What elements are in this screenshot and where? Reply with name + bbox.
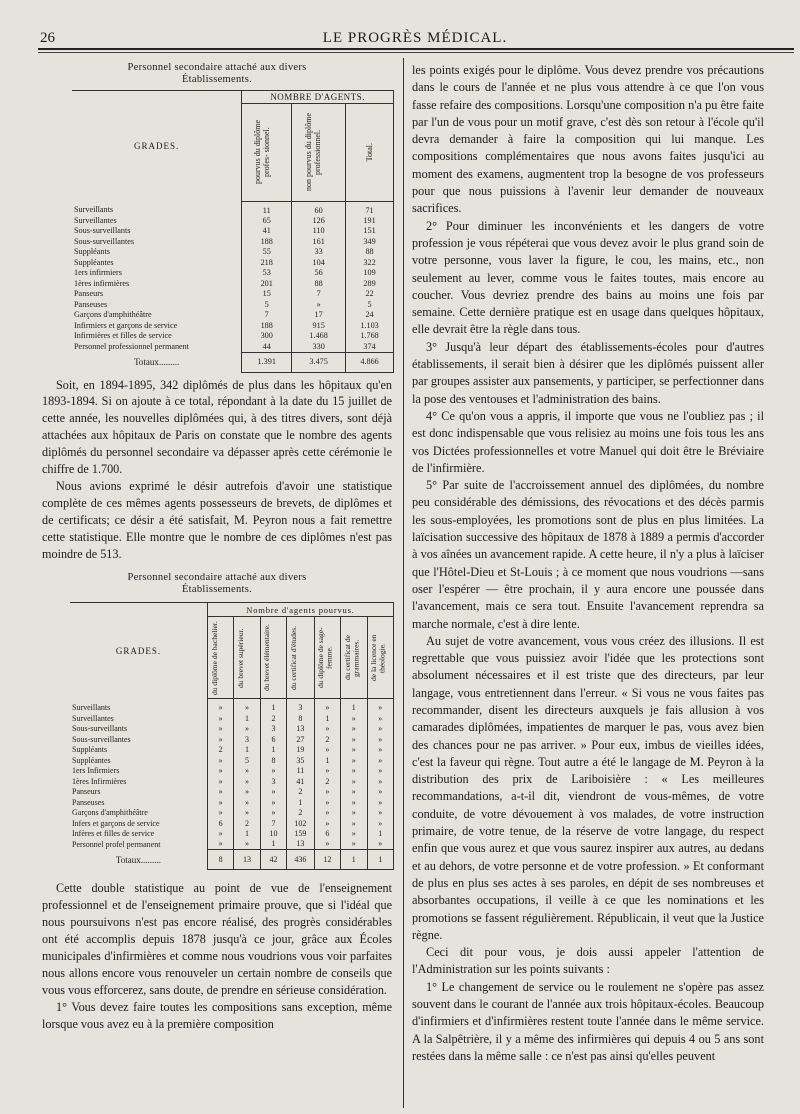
table-cell: »	[260, 797, 286, 808]
row-label: Personnel professionnel permanent	[72, 342, 242, 353]
table-cell: 11	[242, 201, 292, 216]
table-cell: 2	[260, 713, 286, 724]
table-cell: »	[341, 797, 367, 808]
table-row	[72, 289, 394, 300]
table-cell: 88	[346, 247, 394, 258]
table-cell: 1	[234, 713, 260, 724]
table-cell: »	[367, 724, 393, 735]
table-row	[70, 745, 394, 756]
table2-total-cell: 1	[367, 850, 393, 870]
table-cell: 151	[346, 226, 394, 237]
table-row	[72, 300, 394, 311]
table-cell: »	[341, 745, 367, 756]
table-cell: 55	[242, 247, 292, 258]
table-cell: 1	[234, 829, 260, 840]
table-cell: »	[314, 839, 340, 850]
table-cell: 1	[314, 713, 340, 724]
table-cell: »	[234, 776, 260, 787]
table-cell: »	[260, 808, 286, 819]
row-label: Surveillants	[72, 201, 242, 216]
table-cell: 2	[287, 787, 314, 798]
table-cell: 5	[346, 300, 394, 311]
row-label: Panseuses	[72, 300, 242, 311]
table1-col-label: non pourvus du diplôme professionnel.	[292, 104, 346, 201]
row-label: Infers et garçons de service	[70, 818, 207, 829]
table-cell: 41	[287, 776, 314, 787]
table2-total-cell: 8	[207, 850, 233, 870]
page-header	[40, 30, 790, 48]
table-cell: 159	[287, 829, 314, 840]
row-label: Sous-surveillants	[70, 724, 207, 735]
table2-col-label: du diplôme de bachelier.	[207, 617, 233, 699]
row-label: Surveillantes	[70, 713, 207, 724]
page-number: 26	[40, 30, 55, 46]
table-cell: 11	[287, 766, 314, 777]
table-cell: 3	[260, 776, 286, 787]
table-cell: »	[367, 699, 393, 714]
paragraph: Nous avions exprimé le désir autrefois d'avoir une statistique complète de ces mêmes agents possesseurs de brevets, de diplômes et de certificats; ce désir a été satisfait, M. Peyron nous a fait remettre cette statistique. Elle montre que le nombre de ces diplômes n'est pas moindre de 513.	[42, 478, 392, 561]
table-row	[70, 829, 394, 840]
paragraph: Au sujet de votre avancement, vous vous créez des illusions. Il est regrettable que vous puissiez avoir l'idée que les protections sont absolument nécessaires et il est triste que des directeurs, par leur langage, vous entretiennent dans l'erreur. « Si vous ne vous faites pas recommander, disent les directeurs auxquels je fais allusion à vos camarades diplômées, impatientes de marquer le pas, vous avez bien des chances pour ne pas arriver. » Pour eux, imbus de vieilles idées, c'est la faveur qui règne. Tout autre a été le langage de M. Peyron à la distribution des prix de Lariboisière : « Les meilleures recommandations, a-t-il dit, viendront de vous-mêmes, de votre conduite, de votre dévouement à vos malades, de votre instruction primaire, de votre tenue, de la réserve de votre langage, du respect enfin que vous aurez et que vous saurez inspirer aux autres, au dedans et au dehors, de votre personne et de votre profession. » Et conformant de plus en plus ses actes à ses paroles, en dépit de ses nombreuses et absorbantes occupations, il veille à ce que les nominations et les promotions se fassent régulièrement. Républicain, il veut que la Justice règne.	[412, 633, 764, 942]
table-cell: 7	[242, 310, 292, 321]
column-separator	[403, 58, 404, 1108]
table-cell: »	[207, 724, 233, 735]
row-label: Panseurs	[72, 289, 242, 300]
table-cell: 1.468	[292, 331, 346, 342]
table-cell: 35	[287, 755, 314, 766]
table-cell: 915	[292, 321, 346, 332]
table-cell: »	[341, 755, 367, 766]
table-cell: 289	[346, 279, 394, 290]
table-cell: 17	[292, 310, 346, 321]
table2-total-cell: 42	[260, 850, 286, 870]
table-cell: »	[207, 713, 233, 724]
table-row	[70, 787, 394, 798]
table-row	[70, 776, 394, 787]
row-label: Surveillantes	[72, 216, 242, 227]
table-cell: 15	[242, 289, 292, 300]
table-cell: 6	[260, 734, 286, 745]
table-cell: 8	[287, 713, 314, 724]
table-row	[72, 331, 394, 342]
table-cell: 1	[234, 745, 260, 756]
table-cell: »	[234, 808, 260, 819]
left-column	[42, 62, 392, 1033]
table-cell: »	[367, 808, 393, 819]
table-cell: »	[367, 766, 393, 777]
table-cell: 109	[346, 268, 394, 279]
table-row	[72, 247, 394, 258]
table-cell: 6	[314, 829, 340, 840]
row-label: 1ers Infirmiers	[70, 766, 207, 777]
table1-title	[42, 62, 392, 86]
table-cell: »	[314, 724, 340, 735]
table-cell: »	[341, 734, 367, 745]
table2-col-label: du brevet élémentaire.	[260, 617, 286, 699]
table-cell: »	[367, 755, 393, 766]
table-cell: 330	[292, 342, 346, 353]
table-cell: »	[341, 766, 367, 777]
table-row	[72, 310, 394, 321]
table-cell: »	[207, 829, 233, 840]
row-label: Infères et filles de service	[70, 829, 207, 840]
table-cell: 374	[346, 342, 394, 353]
table-cell: »	[260, 766, 286, 777]
table1	[72, 90, 394, 373]
table2-total-cell: 13	[234, 850, 260, 870]
row-label: Suppléants	[72, 247, 242, 258]
table-cell: 2	[314, 734, 340, 745]
table-cell: »	[207, 699, 233, 714]
table1-header-group: NOMBRE D'AGENTS.	[242, 91, 394, 104]
table-cell: 1	[314, 755, 340, 766]
table1-title-line2: Établissements.	[181, 74, 253, 85]
table-cell: 2	[314, 776, 340, 787]
table-cell: »	[341, 829, 367, 840]
header-rule-thin	[38, 52, 794, 53]
table-cell: 19	[287, 745, 314, 756]
table-cell: »	[207, 839, 233, 850]
table-cell: »	[207, 808, 233, 819]
table-row	[72, 258, 394, 269]
table-row	[72, 226, 394, 237]
table-cell: 3	[287, 699, 314, 714]
paragraph: 3° Jusqu'à leur départ des établissements-écoles pour d'autres établissements, il serait bien à désirer que les diplômés puissent aller par groupes assister aux pansements, y participer, se perfectionner dans la pose des ventouses et l'administration des bains.	[412, 339, 764, 406]
table-cell: »	[234, 699, 260, 714]
table-cell: »	[207, 797, 233, 808]
table2-title-line2: Établissements.	[181, 584, 253, 596]
table-cell: »	[341, 808, 367, 819]
right-column	[412, 62, 764, 1065]
table-row	[72, 201, 394, 216]
row-label: Sous-surveillantes	[72, 237, 242, 248]
table1-body	[72, 201, 394, 352]
table2-col-label: du diplôme de sage-femme.	[314, 617, 340, 699]
table-cell: 53	[242, 268, 292, 279]
row-label: Panseuses	[70, 797, 207, 808]
table-cell: »	[314, 787, 340, 798]
table-row	[70, 818, 394, 829]
paragraph: les points exigés pour le diplôme. Vous devez prendre vos précautions dans le cours de l'année et ne plus vous attendre à ce que l'on vous fasse refaire des compositions. Lorsqu'une composition n'a pu être faite par l'un de vous pour un motif grave, c'est dès son retour à l'école qu'il devra demander à faire la composition qui lui manque. Les compositions complémentaires que nous avons faites jusqu'ici au moment des examens, augmentent trop la besogne de vos professeurs pour que nous puissions à l'avenir leur demander de nouveaux sacrifices.	[412, 63, 764, 216]
journal-title: LE PROGRÈS MÉDICAL.	[322, 30, 508, 46]
paragraph: 2° Pour diminuer les inconvénients et les dangers de votre profession je vous répéterai que vous devez avoir le plus grand soin de votre personne, vous laver la figure, le cou, les mains, etc., non seulement au lever, comme vous le faites toutes, mais encore au coucher. Vous devriez prendre des bains au moins une fois par semaine. Cette dernière pratique est en usage dans quelques hôpitaux, elle devrait être la règle dans tous.	[412, 218, 764, 337]
table1-total-cell: 1.391	[242, 352, 292, 372]
table-row	[70, 839, 394, 850]
table-cell: 41	[242, 226, 292, 237]
table-cell: »	[207, 766, 233, 777]
table-cell: 13	[287, 724, 314, 735]
table-cell: 191	[346, 216, 394, 227]
row-label: Suppléants	[70, 745, 207, 756]
table-cell: 44	[242, 342, 292, 353]
row-label: Panseurs	[70, 787, 207, 798]
table2-header-grades: GRADES.	[70, 603, 207, 699]
table-cell: 2	[234, 818, 260, 829]
table-cell: 322	[346, 258, 394, 269]
table-row	[70, 755, 394, 766]
table-cell: 1.103	[346, 321, 394, 332]
table-cell: »	[341, 787, 367, 798]
table1-col-label: Total.	[346, 104, 394, 201]
row-label: 1ères Infirmières	[70, 776, 207, 787]
table-cell: 2	[207, 745, 233, 756]
table-cell: 65	[242, 216, 292, 227]
table-row	[70, 699, 394, 714]
table2-title-line1: Personnel secondaire attaché aux divers	[127, 572, 307, 584]
table-cell: 1.768	[346, 331, 394, 342]
table-cell: »	[341, 776, 367, 787]
table-cell: »	[234, 839, 260, 850]
table1-total-cell: 4.866	[346, 352, 394, 372]
table-cell: »	[367, 776, 393, 787]
table-cell: 1	[260, 745, 286, 756]
table-cell: 188	[242, 321, 292, 332]
table1-col-label: pourvus du diplôme profes- sionnel.	[242, 104, 292, 201]
table2-col-label: du certificat de grammaires.	[341, 617, 367, 699]
table-cell: 13	[287, 839, 314, 850]
table-cell: »	[341, 839, 367, 850]
table-cell: 1	[260, 699, 286, 714]
table2-col-label: de la licence en théologie.	[367, 617, 393, 699]
table-cell: »	[292, 300, 346, 311]
table2-col-label: du brevet supérieur.	[234, 617, 260, 699]
row-label: 1ères infirmières	[72, 279, 242, 290]
table2-total-cell: 12	[314, 850, 340, 870]
table-cell: 3	[260, 724, 286, 735]
table-cell: 24	[346, 310, 394, 321]
table-row	[70, 734, 394, 745]
table-row	[72, 216, 394, 227]
row-label: Sous-surveillants	[72, 226, 242, 237]
paragraph: Cette double statistique au point de vue de l'enseignement professionnel et de l'enseignement primaire prouve, que si l'idéal que nous poursuivons n'est pas encore réalisé, des progrès considérables ont été accomplis depuis 1878 jusqu'à ce jour, grâce aux Écoles municipales d'infirmières et comme nous voudrions vous voir parfaites nous allons encore vous renouveler un certain nombre de conseils que vous vous efforcerez, sans doute, de prendre en sérieuse considération.	[42, 881, 392, 997]
table-cell: 6	[207, 818, 233, 829]
table2	[70, 602, 394, 870]
paragraph: 1° Vous devez faire toutes les compositions sans exception, même lorsque vous avez eu à la première composition	[42, 999, 392, 1031]
paragraph: 1° Le changement de service ou le roulement ne s'opère pas assez souvent dans le courant de l'année aux trois hôpitaux-écoles. Beaucoup d'infirmiers et d'infirmières restent toute l'année dans le même service. A la Salpêtrière, il y a même des infirmières qui depuis 4 ou 5 ans sont restées dans la même salle : ce n'est pas ainsi qu'elles peuvent	[412, 979, 764, 1063]
table1-total-cell: 3.475	[292, 352, 346, 372]
paragraph: 4° Ce qu'on vous a appris, il importe que vous ne l'oubliez pas ; il est donc indispensable que vous relisiez au moins une fois tous les ans vos Dictées professionnelles et votre Manuel qui doit être le Bréviaire de l'infirmière.	[412, 408, 764, 475]
row-label: Garçons d'amphithéâtre	[70, 808, 207, 819]
table-cell: »	[207, 734, 233, 745]
table-cell: 349	[346, 237, 394, 248]
table-cell: »	[367, 839, 393, 850]
table1-header-grades: GRADES.	[72, 91, 242, 202]
table-cell: 88	[292, 279, 346, 290]
table-cell: »	[207, 787, 233, 798]
table-cell: »	[314, 699, 340, 714]
row-label: Surveillants	[70, 699, 207, 714]
table-cell: 33	[292, 247, 346, 258]
table-cell: »	[234, 766, 260, 777]
row-label: Garçons d'amphithéâtre	[72, 310, 242, 321]
table2-col-label: du certificat d'études.	[287, 617, 314, 699]
table-cell: 8	[260, 755, 286, 766]
table-cell: 1	[367, 829, 393, 840]
row-label: Suppléantes	[70, 755, 207, 766]
table-cell: 3	[234, 734, 260, 745]
table1-total-label: Totaux.........	[72, 352, 242, 372]
table-cell: 104	[292, 258, 346, 269]
row-label: Sous-surveillantes	[70, 734, 207, 745]
table2-total-cell: 436	[287, 850, 314, 870]
table-cell: »	[367, 713, 393, 724]
table-cell: 5	[234, 755, 260, 766]
table2-total-cell: 1	[341, 850, 367, 870]
table-row	[72, 279, 394, 290]
table-cell: »	[367, 818, 393, 829]
table-cell: »	[367, 797, 393, 808]
table-cell: »	[314, 797, 340, 808]
table-row	[70, 766, 394, 777]
paragraph: 5° Par suite de l'accroissement annuel des diplômées, du nombre peu considérable des démissions, des révocations et des décès parmis les sous-employées, les promotions sont de plus en plus limitées. La laïcisation successive des hôpitaux de 1878 à 1889 a permis d'accorder à vos aînées un avancement rapide. A cette heure, il n'y a plus à laïciser que l'Hôtel-Dieu et St-Louis ; à ce moment que nous voudrions —sans oser l'espérer — être prochain, il y aura encore une poussée dans l'avancement, mais ce sera tout. Ensuite l'avancement reprendra sa marche normale, c'est à dire lente.	[412, 478, 764, 631]
table-cell: 1	[341, 699, 367, 714]
table-cell: »	[314, 818, 340, 829]
table-row	[72, 237, 394, 248]
table-cell: »	[207, 776, 233, 787]
table-row	[72, 342, 394, 353]
table-row	[70, 713, 394, 724]
table-cell: 102	[287, 818, 314, 829]
table-cell: »	[341, 724, 367, 735]
table-cell: »	[367, 745, 393, 756]
table2-body	[70, 699, 394, 850]
table-row	[70, 797, 394, 808]
table-cell: 71	[346, 201, 394, 216]
table-cell: 110	[292, 226, 346, 237]
table-row	[70, 808, 394, 819]
row-label: Infirmières et filles de service	[72, 331, 242, 342]
table-cell: 126	[292, 216, 346, 227]
table2-title	[42, 572, 392, 596]
table-cell: »	[234, 787, 260, 798]
table-cell: 56	[292, 268, 346, 279]
row-label: 1ers infirmiers	[72, 268, 242, 279]
table-cell: »	[314, 766, 340, 777]
table-cell: 188	[242, 237, 292, 248]
table1-title-line1: Personnel secondaire attaché aux divers	[127, 62, 307, 73]
table-cell: 10	[260, 829, 286, 840]
table-cell: 161	[292, 237, 346, 248]
table-cell: »	[367, 787, 393, 798]
table-row	[70, 724, 394, 735]
table-cell: »	[234, 797, 260, 808]
table-cell: »	[260, 787, 286, 798]
table-cell: 201	[242, 279, 292, 290]
table-cell: 27	[287, 734, 314, 745]
table-row	[72, 321, 394, 332]
table-cell: 300	[242, 331, 292, 342]
table-cell: »	[367, 734, 393, 745]
table-cell: 22	[346, 289, 394, 300]
table-cell: »	[207, 755, 233, 766]
table-cell: 7	[292, 289, 346, 300]
table-cell: 2	[287, 808, 314, 819]
table2-header-group: Nombre d'agents pourvus.	[207, 603, 393, 617]
table-cell: 5	[242, 300, 292, 311]
table-cell: 1	[260, 839, 286, 850]
table-cell: 7	[260, 818, 286, 829]
paragraph: Ceci dit pour vous, je dois aussi appeler l'attention de l'Administration sur les points suivants :	[412, 945, 764, 977]
table-cell: »	[341, 713, 367, 724]
table-cell: »	[341, 818, 367, 829]
row-label: Infirmiers et garçons de service	[72, 321, 242, 332]
row-label: Suppléantes	[72, 258, 242, 269]
table-cell: 1	[287, 797, 314, 808]
table-cell: »	[314, 808, 340, 819]
paragraph: Soit, en 1894-1895, 342 diplômés de plus dans les hôpitaux qu'en 1893-1894. Si on ajoute à ce total, répondant à la date du 15 juillet de cette année, les nouvelles diplômées qui, à des titres divers, sont déjà attachées aux hôpitaux de Paris on constate que le nombre des agents diplômés du personnel secondaire va dépasser après cette cérémonie le chiffre de 1.700.	[42, 377, 392, 477]
table-cell: »	[234, 724, 260, 735]
table-cell: 218	[242, 258, 292, 269]
table-row	[72, 268, 394, 279]
row-label: Personnel profel permanent	[70, 839, 207, 850]
table-cell: 60	[292, 201, 346, 216]
header-rule	[38, 48, 794, 50]
table2-total-label: Totaux.........	[70, 850, 207, 870]
table-cell: »	[314, 745, 340, 756]
